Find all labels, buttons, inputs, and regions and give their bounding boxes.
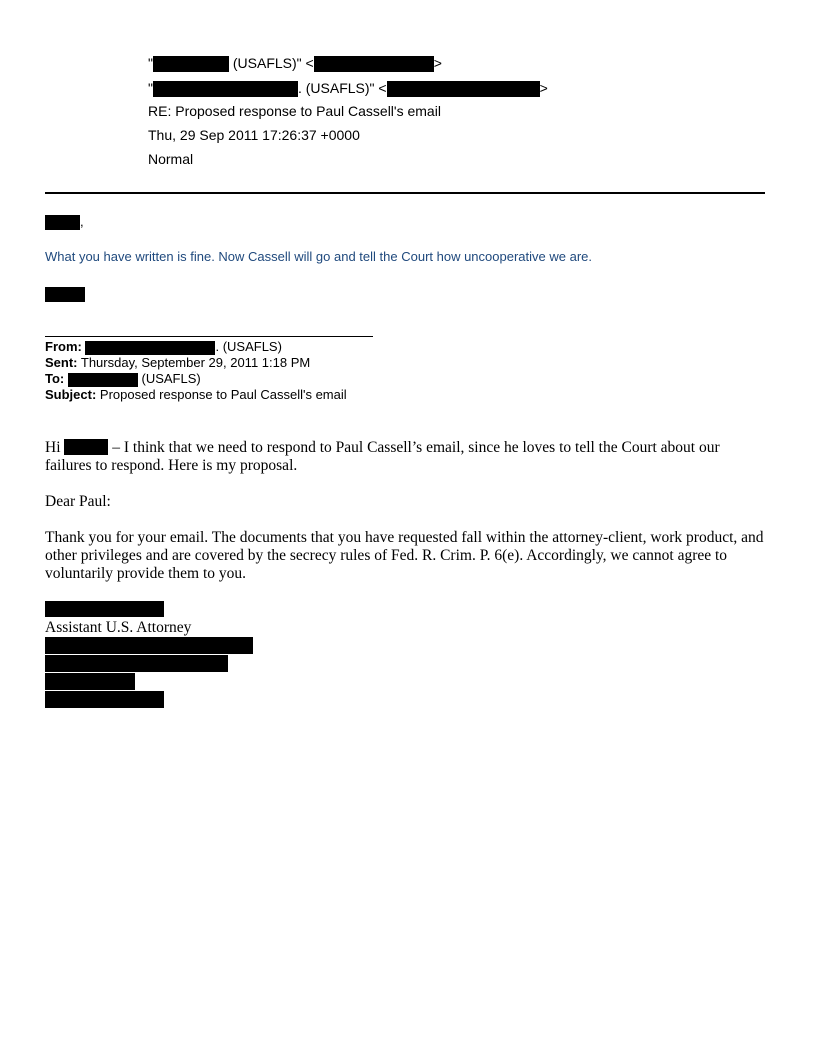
- redaction-box: [64, 439, 108, 455]
- redaction-box: [85, 341, 215, 355]
- signature-name-redaction: [45, 601, 164, 617]
- quoted-sent-value: Thursday, September 29, 2011 1:18 PM: [80, 355, 311, 370]
- quoted-subject-label: Subject:: [45, 387, 97, 402]
- quoted-subject-row: [45, 387, 347, 403]
- subject-value: RE: Proposed response to Paul Cassell's email: [148, 103, 441, 119]
- redaction-box: [45, 215, 80, 230]
- intro-hi: Hi: [45, 439, 65, 456]
- from-org: (USAFLS)" <: [228, 55, 314, 71]
- reply-greeting: [45, 214, 84, 230]
- quoted-to-label: To:: [45, 371, 65, 386]
- quoted-sent-row: [45, 355, 310, 371]
- signature-line-redaction: [45, 691, 164, 708]
- reply-signature-redaction: [45, 287, 85, 302]
- quoted-from-row: [45, 339, 282, 355]
- quoted-sent-label: Sent:: [45, 355, 78, 370]
- redaction-box: [387, 81, 540, 97]
- greeting-comma: ,: [80, 214, 84, 229]
- from-value: [148, 53, 442, 73]
- from-quote: ": [148, 55, 153, 71]
- message-intro: [45, 439, 767, 475]
- redaction-box: [68, 373, 138, 387]
- header-divider: [45, 192, 765, 194]
- quoted-divider: [45, 336, 373, 337]
- signature-title: Assistant U.S. Attorney: [45, 619, 192, 636]
- date-value: Thu, 29 Sep 2011 17:26:37 +0000: [148, 127, 360, 143]
- to-quote: ": [148, 80, 153, 96]
- intro-text: – I think that we need to respond to Paul Cassell’s email, since he loves to tell the Court about our failures to respond. Here is my proposal.: [45, 439, 720, 474]
- signature-line-redaction: [45, 637, 253, 654]
- quoted-to-row: [45, 371, 201, 387]
- signature-line-redaction: [45, 655, 228, 672]
- to-org: . (USAFLS)" <: [297, 80, 387, 96]
- quoted-subject-value: Proposed response to Paul Cassell's email: [99, 387, 347, 402]
- message-body: Thank you for your email. The documents that you have requested fall within the attorney-client, work product, and other privileges and are covered by the secrecy rules of Fed. R. Crim. P. 6(e). Accordingly, we cannot agree to voluntarily provide them to you.: [45, 529, 764, 582]
- signature-line-redaction: [45, 673, 135, 690]
- from-close: >: [433, 55, 442, 71]
- quoted-to-value: (USAFLS): [137, 371, 201, 386]
- redaction-box: [314, 56, 434, 72]
- redaction-box: [153, 56, 229, 72]
- to-value: [148, 78, 548, 98]
- importance-value: Normal: [148, 151, 194, 167]
- redaction-box: [153, 81, 298, 97]
- quoted-from-value: . (USAFLS): [215, 339, 282, 354]
- reply-body: What you have written is fine. Now Cassell will go and tell the Court how uncooperative we are.: [45, 249, 592, 264]
- message-salutation: Dear Paul:: [45, 493, 111, 510]
- quoted-from-label: From:: [45, 339, 82, 354]
- to-close: >: [539, 80, 548, 96]
